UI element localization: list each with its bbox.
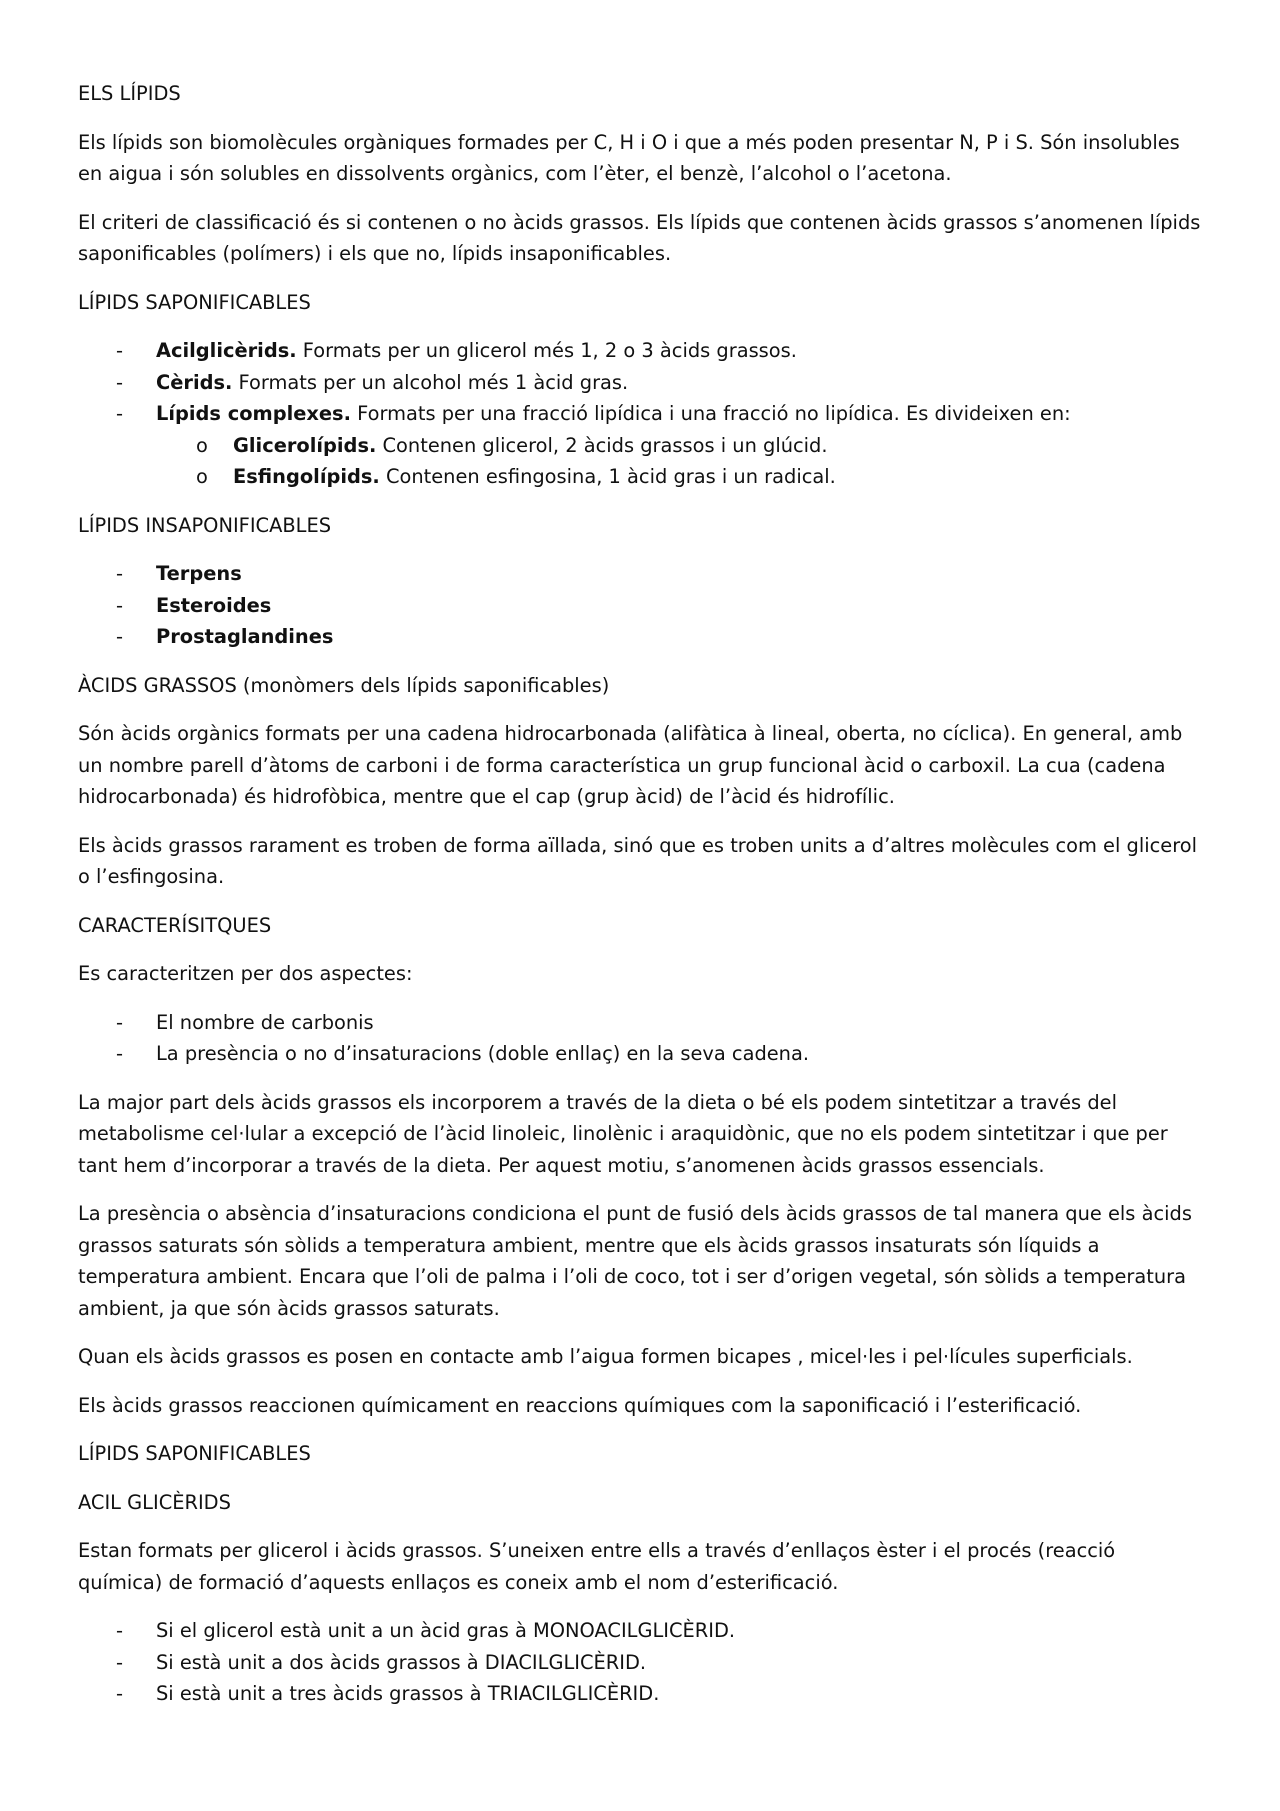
list-saponificables — [78, 335, 1202, 493]
item-term: Terpens — [156, 562, 242, 585]
intro-paragraph-2: El criteri de classificació és si contenen o no àcids grassos. Els lípids que contenen àcids grassos s’anomenen lípids saponificables (polímers) i els que no, lípids insaponificables. — [78, 210, 1201, 265]
list-item — [78, 621, 1202, 653]
item-text: Si està unit a tres àcids grassos à TRIACILGLICÈRID. — [156, 1682, 660, 1705]
list-item — [78, 558, 1202, 590]
list-complexes — [156, 430, 1202, 493]
item-text: Contenen glicerol, 2 àcids grassos i un glúcid. — [376, 433, 828, 457]
list-item — [78, 590, 1202, 622]
dash-marker: - — [116, 370, 123, 394]
item-term: Esfingolípids. — [233, 465, 380, 488]
caract-paragraph-3: Quan els àcids grassos es posen en contacte amb l’aigua formen bicapes , micel·les i pel·lícules superficials. — [78, 1345, 1133, 1368]
list-item — [78, 335, 1202, 367]
item-term: Cèrids. — [156, 370, 233, 394]
acil-paragraph-1: Estan formats per glicerol i àcids grassos. S’uneixen entre ells a través d’enllaços èster i el procés (reacció química) de formació d’aquests enllaços es coneix amb el nom d’esterificació. — [78, 1539, 1116, 1594]
list-item — [78, 1038, 1202, 1070]
list-item — [78, 1647, 1202, 1679]
dash-marker: - — [116, 593, 123, 617]
list-item — [78, 367, 1202, 399]
caract-paragraph-1: La major part dels àcids grassos els incorporem a través de la dieta o bé els podem sintetitzar a través del metabolisme cel·lular a excepció de l’àcid linoleic, linolènic i araquidònic, que no els podem sintetitzar i que per tant hem d’incorporar a través de la dieta. Per aquest motiu, s’anomenen àcids grassos essencials. — [78, 1090, 1168, 1177]
item-term: Acilglicèrids. — [156, 339, 297, 362]
heading-insaponificables: LÍPIDS INSAPONIFICABLES — [78, 513, 332, 537]
sub-marker: o — [196, 433, 208, 457]
caract-intro: Es caracteritzen per dos aspectes: — [78, 962, 413, 985]
acids-paragraph-2: Els àcids grassos rarament es troben de forma aïllada, sinó que es troben units a d’altres molècules com el glicerol o l’esfingosina. — [78, 833, 1197, 888]
dash-marker: - — [116, 339, 123, 362]
heading-caracteristiques: CARACTERÍSITQUES — [78, 913, 272, 937]
intro-paragraph-1: Els lípids son biomolècules orgàniques formades per C, H i O i que a més poden presentar N, P i S. Són insolubles en aigua i són solubles en dissolvents orgànics, com l’èter, el benzè, l’alcohol o l’acetona. — [78, 130, 1180, 185]
caract-paragraph-4: Els àcids grassos reaccionen químicament en reaccions químiques com la saponificació i l’esterificació. — [78, 1393, 1082, 1417]
dash-marker: - — [116, 625, 123, 648]
item-text: Si està unit a dos àcids grassos à DIACILGLICÈRID. — [156, 1650, 647, 1674]
item-term: Glicerolípids. — [233, 433, 377, 457]
list-acil — [78, 1615, 1202, 1710]
item-text: La presència o no d’insaturacions (doble enllaç) en la seva cadena. — [156, 1042, 810, 1065]
dash-marker: - — [116, 562, 123, 585]
list-caracteristiques — [78, 1007, 1202, 1070]
dash-marker: - — [116, 1619, 123, 1642]
dash-marker: - — [116, 1042, 123, 1065]
dash-marker: - — [116, 1682, 123, 1705]
item-text: Si el glicerol està unit a un àcid gras à MONOACILGLICÈRID. — [156, 1619, 736, 1642]
item-text: Formats per un glicerol més 1, 2 o 3 àcids grassos. — [296, 339, 797, 362]
list-insaponificables — [78, 558, 1202, 653]
heading-lipids: ELS LÍPIDS — [78, 82, 181, 105]
item-text: Contenen esfingosina, 1 àcid gras i un radical. — [379, 465, 836, 488]
sub-list-item — [78, 430, 1202, 462]
sub-marker: o — [196, 465, 208, 488]
heading-acil-glicerids: ACIL GLICÈRIDS — [78, 1490, 231, 1514]
list-item — [78, 398, 1202, 493]
dash-marker: - — [116, 402, 123, 425]
dash-marker: - — [116, 1010, 123, 1034]
heading-saponificables: LÍPIDS SAPONIFICABLES — [78, 290, 311, 314]
item-term: Prostaglandines — [156, 625, 334, 648]
list-item — [78, 1615, 1202, 1647]
item-text: El nombre de carbonis — [156, 1010, 374, 1034]
caract-paragraph-2: La presència o absència d’insaturacions condiciona el punt de fusió dels àcids grassos de tal manera que els àcids grassos saturats són sòlids a temperatura ambient, mentre que els àcids grassos insaturats són líquids a temperatura ambient. Encara que l’oli de palma i l’oli de coco, tot i ser d’origen vegetal, són sòlids a temperatura ambient, ja que són àcids grassos saturats. — [78, 1202, 1192, 1320]
list-item — [78, 1007, 1202, 1039]
heading-acids-grassos: ÀCIDS GRASSOS (monòmers dels lípids saponificables) — [78, 673, 610, 697]
dash-marker: - — [116, 1650, 123, 1674]
item-term: Esteroides — [156, 593, 272, 617]
heading-saponificables-2: LÍPIDS SAPONIFICABLES — [78, 1442, 311, 1465]
sub-list-item — [78, 461, 1202, 493]
list-item — [78, 1678, 1202, 1710]
acids-paragraph-1: Són àcids orgànics formats per una cadena hidrocarbonada (alifàtica à lineal, oberta, no cíclica). En general, amb un nombre parell d’àtoms de carboni i de forma característica un grup funcional àcid o carboxil. La cua (cadena hidrocarbonada) és hidrofòbica, mentre que el cap (grup àcid) de l’àcid és hidrofílic. — [78, 722, 1183, 808]
item-text: Formats per un alcohol més 1 àcid gras. — [232, 370, 629, 394]
item-term: Lípids complexes. — [156, 402, 351, 425]
item-text: Formats per una fracció lipídica i una fracció no lipídica. Es divideixen en: — [350, 402, 1071, 425]
